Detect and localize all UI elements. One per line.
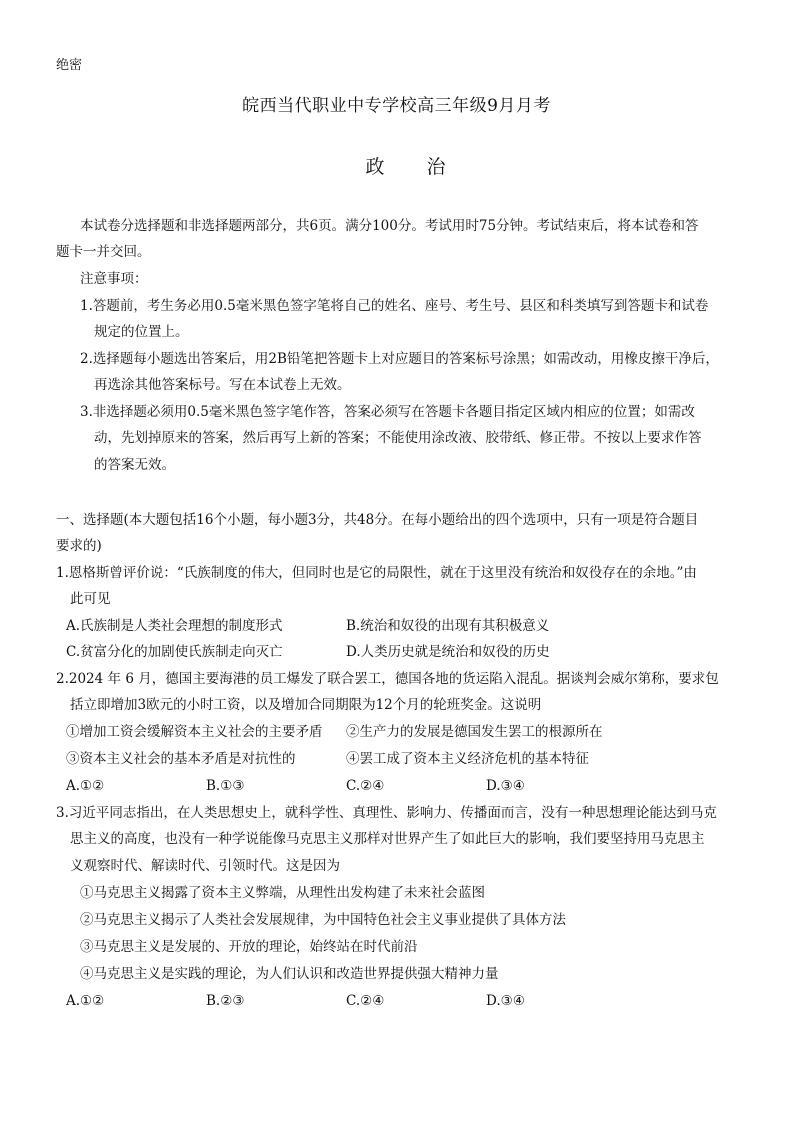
notice-item: 规定的位置上。 — [94, 324, 189, 340]
option-b: B.②③ — [206, 993, 245, 1009]
option-b: B.统治和奴役的出现有其积极意义 — [346, 618, 550, 634]
intro-line: 本试卷分选择题和非选择题两部分，共6页。满分100分。考试用时75分钟。考试结束后，将本试卷和答 — [80, 218, 699, 234]
option-d: D.人类历史就是统治和奴役的历史 — [346, 644, 550, 660]
question-stem: 3.习近平同志指出，在人类思想史上，就科学性、真理性、影响力、传播面而言，没有一种思想理论能达到马克 — [56, 805, 717, 821]
statement-4: ④马克思主义是实践的理论，为人们认识和改造世界提供强大精神力量 — [80, 966, 499, 982]
subject-title: 政 治 — [365, 156, 464, 178]
notice-item: 的答案无效。 — [94, 457, 175, 473]
statement-3: ③马克思主义是发展的、开放的理论，始终站在时代前沿 — [80, 939, 418, 955]
option-b: B.①③ — [206, 778, 245, 794]
option-d: D.③④ — [486, 993, 525, 1009]
option-a: A.氏族制是人类社会理想的制度形式 — [66, 618, 283, 634]
question-stem: 此可见 — [70, 591, 111, 607]
option-a: A.①② — [66, 778, 105, 794]
statement-1: ①马克思主义揭露了资本主义弊端，从理性出发构建了未来社会蓝图 — [80, 885, 485, 901]
option-d: D.③④ — [486, 778, 525, 794]
question-stem: 义观察时代、解读时代、引领时代。这是因为 — [70, 858, 340, 874]
answer-options — [66, 776, 626, 796]
option-c: C.贫富分化的加剧使氏族制走向灭亡 — [66, 644, 283, 660]
notice-item: 2.选择题每小题选出答案后，用2B铅笔把答题卡上对应题目的答案标号涂黑；如需改动，用橡皮擦干净后， — [80, 351, 719, 367]
question-stem: 括立即增加3欧元的小时工资，以及增加合同期限为12个月的轮班奖金。这说明 — [70, 697, 542, 713]
notice-item: 再选涂其他答案标号。写在本试卷上无效。 — [94, 377, 351, 393]
notice-item: 3.非选择题必须用0.5毫米黑色签字笔作答，答案必须写在答题卡各题目指定区域内相应的位置；如需改 — [80, 404, 695, 420]
section-heading-line: 要求的) — [56, 538, 102, 554]
question-stem: 1.恩格斯曾评价说：“氏族制度的伟大，但同时也是它的局限性，就在于这里没有统治和奴役存在的余地。”由 — [56, 565, 697, 581]
notice-item: 1.答题前，考生务必用0.5毫米黑色签字笔将自己的姓名、座号、考生号、县区和科类填写到答题卡和试卷 — [80, 298, 709, 314]
statement-1: ①增加工资会缓解资本主义社会的主要矛盾 — [66, 724, 323, 740]
notice-label: 注意事项： — [80, 271, 148, 287]
answer-options — [66, 991, 626, 1011]
intro-line: 题卡一并交回。 — [56, 244, 151, 260]
option-a: A.①② — [66, 993, 105, 1009]
statement-3: ③资本主义社会的基本矛盾是对抗性的 — [66, 751, 296, 767]
question-stem: 思主义的高度，也没有一种学说能像马克思主义那样对世界产生了如此巨大的影响，我们要坚持用马克思主 — [70, 831, 705, 847]
question-stem: 2.2024 年 6 月，德国主要海港的员工爆发了联合罢工，德国各地的货运陷入混乱。据谈判会威尔第称，要求包 — [56, 671, 719, 687]
option-c: C.②④ — [346, 993, 385, 1009]
exam-title: 皖西当代职业中专学校高三年级9月月考 — [242, 96, 551, 116]
notice-item: 动，先划掉原来的答案，然后再写上新的答案；不能使用涂改液、胶带纸、修正带。不按以上要求作答 — [94, 430, 702, 446]
statement-2: ②马克思主义揭示了人类社会发展规律，为中国特色社会主义事业提供了具体方法 — [80, 912, 566, 928]
statement-4: ④罢工成了资本主义经济危机的基本特征 — [346, 751, 589, 767]
section-heading-line: 一、选择题(本大题包括16个小题，每小题3分，共48分。在每小题给出的四个选项中，只有一项是符合题目 — [56, 512, 699, 528]
secret-label: 绝密 — [56, 58, 83, 73]
statement-2: ②生产力的发展是德国发生罢工的根源所在 — [346, 724, 603, 740]
option-c: C.②④ — [346, 778, 385, 794]
